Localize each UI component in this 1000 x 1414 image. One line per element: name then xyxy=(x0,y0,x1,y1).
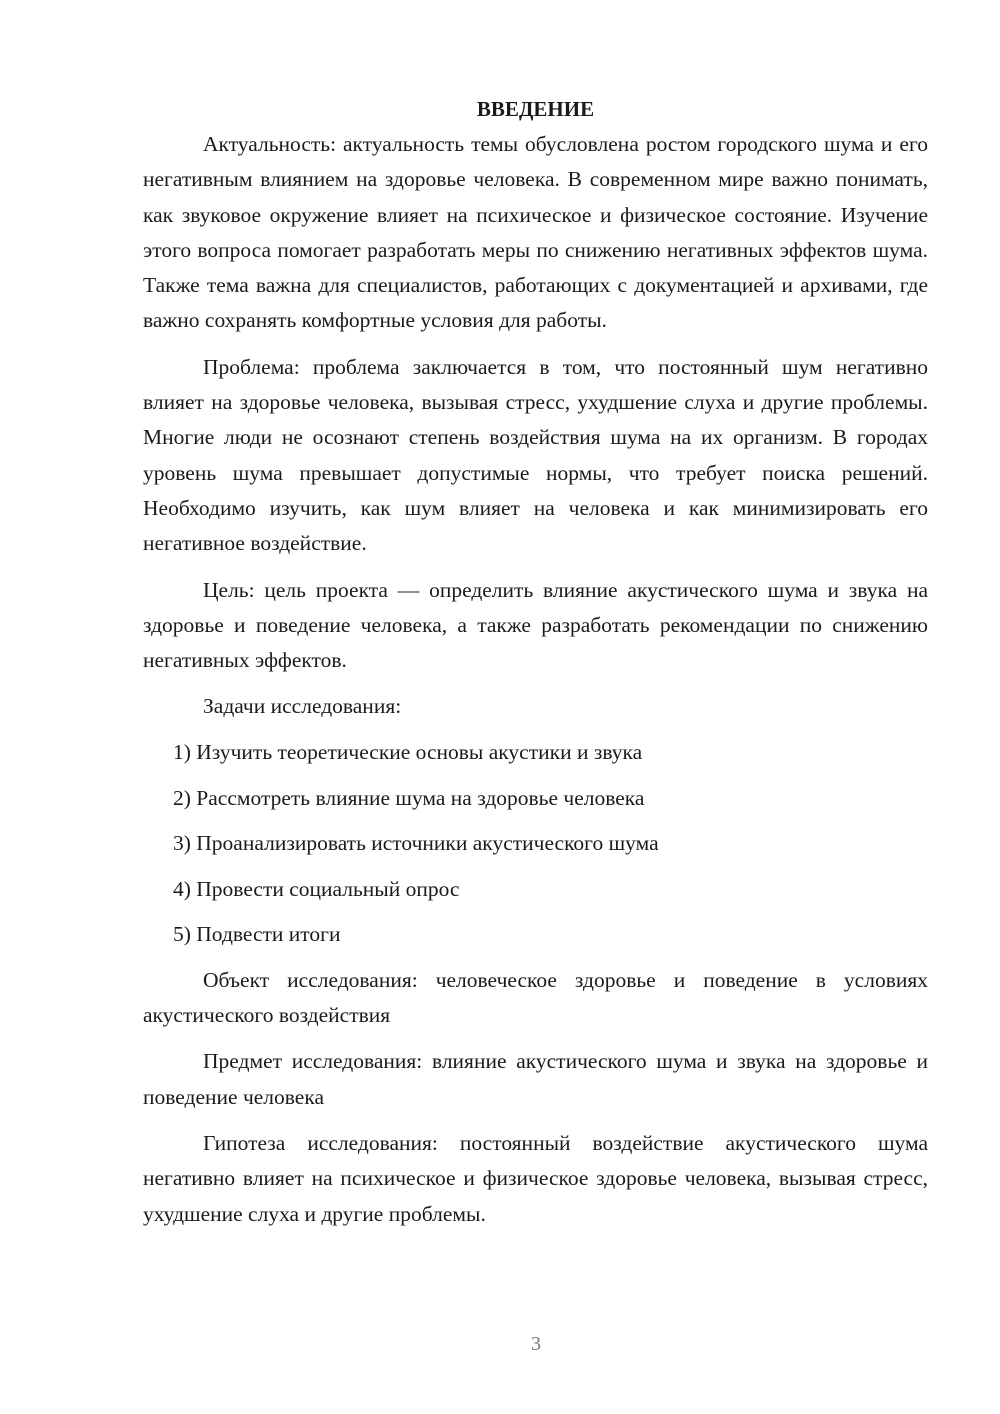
paragraph-spacer xyxy=(143,562,928,573)
paragraph-spacer xyxy=(143,678,928,689)
section-title: ВВЕДЕНИЕ xyxy=(476,97,595,121)
tasks-heading: Задачи исследования: xyxy=(203,694,402,719)
list-spacer xyxy=(143,907,928,918)
list-spacer xyxy=(143,770,928,781)
page-number: 3 xyxy=(531,1333,541,1355)
list-spacer xyxy=(143,816,928,827)
list-item-task-5: 5) Подвести итоги xyxy=(173,922,341,947)
list-spacer xyxy=(143,861,928,872)
paragraph-problem: Проблема: проблема заключается в том, что постоянный шум негативно влияет на здоровье человека, вызывая стресс, ухудшение слуха и другие проблемы. Многие люди не осознают степень воздействия шума на их организм. В городах уровень шума превышает допустимые нормы, что требует поиска решений. Необходимо изучить, как шум влияет на человека и как минимизировать его негативное воздействие. xyxy=(143,354,928,556)
list-spacer xyxy=(143,725,928,736)
list-spacer xyxy=(143,952,928,963)
paragraph-spacer xyxy=(143,1033,928,1044)
paragraph-hypothesis: Гипотеза исследования: постоянный воздействие акустического шума негативно влияет на психическое и физическое здоровье человека, вызывая стресс, ухудшение слуха и другие проблемы. xyxy=(143,1130,928,1226)
paragraph-relevance: Актуальность: актуальность темы обусловлена ростом городского шума и его негативным влиянием на здоровье человека. В современном мире важно понимать, как звуковое окружение влияет на психическое и физическое состояние. Изучение этого вопроса помогает разработать меры по снижению негативных эффектов шума. Также тема важна для специалистов, работающих с документацией и архивами, где важно сохранять комфортные условия для работы. xyxy=(143,132,928,333)
paragraph-object: Объект исследования: человеческое здоровье и поведение в условиях акустического воздействия xyxy=(143,967,928,1028)
paragraph-goal: Цель: цель проекта — определить влияние акустического шума и звука на здоровье и поведение человека, а также разработать рекомендации по снижению негативных эффектов. xyxy=(143,577,928,673)
list-item-task-2: 2) Рассмотреть влияние шума на здоровье человека xyxy=(173,785,645,810)
paragraph-subject: Предмет исследования: влияние акустического шума и звука на здоровье и поведение человека xyxy=(143,1049,928,1109)
list-item-task-1: 1) Изучить теоретические основы акустики и звука xyxy=(173,740,643,765)
paragraph-spacer xyxy=(143,339,928,350)
list-item-task-4: 4) Провести социальный опрос xyxy=(173,876,460,901)
paragraph-spacer xyxy=(143,1115,928,1126)
page-content xyxy=(143,92,928,1232)
list-item-task-3: 3) Проанализировать источники акустического шума xyxy=(173,831,659,856)
